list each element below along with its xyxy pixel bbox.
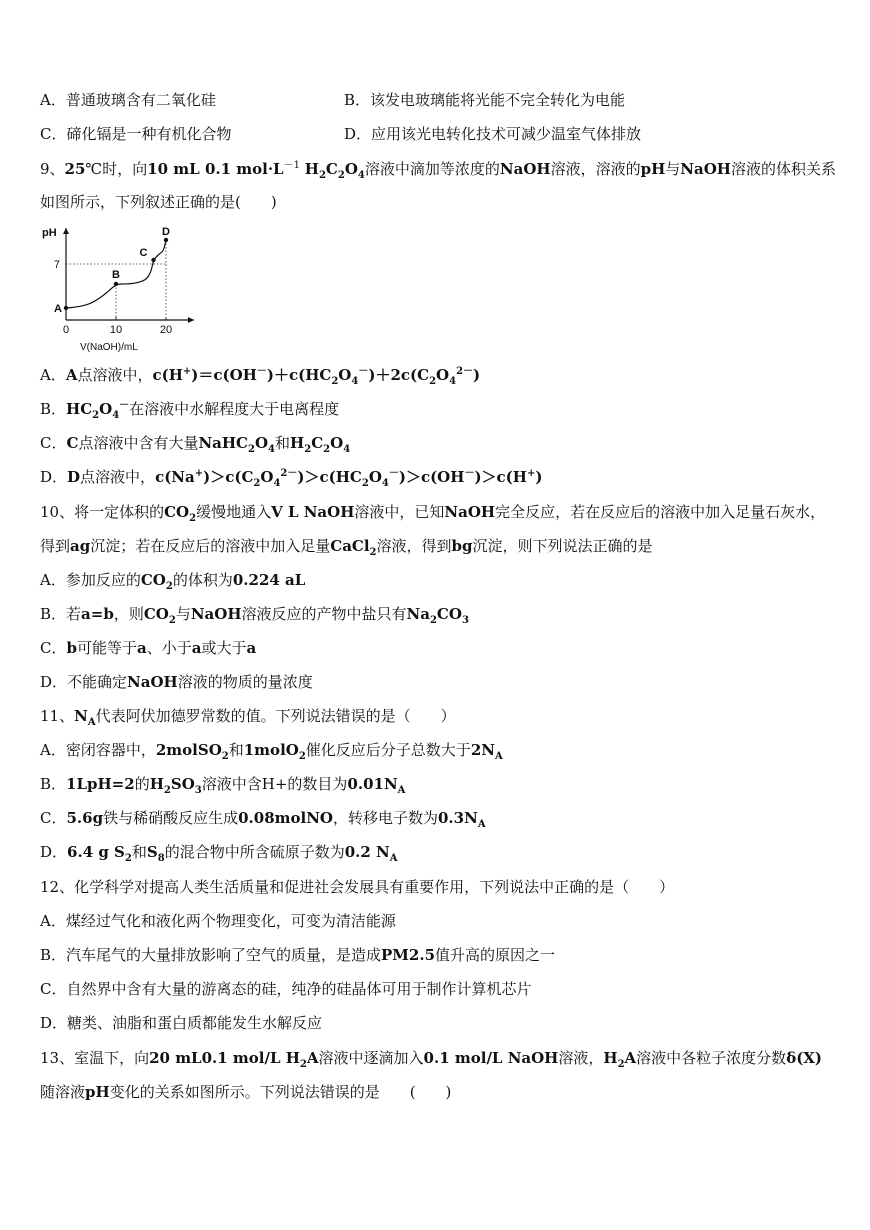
point-B (114, 282, 118, 286)
text: B． (40, 400, 67, 418)
text: pH (85, 1083, 110, 1101)
point-label-B: B (112, 269, 120, 281)
q11-option-d (40, 842, 398, 862)
text: 得到 (40, 537, 71, 555)
q12-stem: 12、化学科学对提高人类生活质量和促进社会发展具有重要作用，下列说法中正确的是（ ） (40, 878, 675, 896)
text: 变化的关系如图所示。下列说法错误的是 ( ) (109, 1083, 452, 1101)
q10-option-c (40, 638, 256, 658)
text: 和 (228, 741, 244, 759)
q9-option-d (40, 467, 542, 487)
q9-option-a (40, 365, 480, 385)
x-axis-label: V(NaOH)/mL (80, 342, 138, 353)
formula: NaOH (499, 160, 551, 178)
formula: $H_2SO_3$ (149, 775, 202, 796)
text: b (66, 639, 77, 657)
q12-option-a: A．煤经过气化和液化两个物理变化，可变为清洁能源 (40, 912, 396, 930)
formula: $Na_2CO_3$ (406, 605, 469, 626)
text: 的数目为 (287, 775, 348, 793)
formula: 0.2 $N_A$ (344, 843, 398, 864)
q11-option-c (40, 808, 486, 828)
text: 点溶液中， (77, 366, 153, 384)
text: 可能等于 (76, 639, 137, 657)
formula: $0.01N_A$ (347, 775, 406, 796)
q10-stem-line2 (40, 536, 653, 556)
q10-stem-line1 (40, 502, 825, 522)
text: A．密闭容器中， (40, 741, 156, 759)
text: B．汽车尾气的大量排放影响了空气的质量，是造成 (40, 946, 382, 964)
text: 5.6g (66, 809, 104, 827)
text: ag (70, 537, 91, 555)
formula: $2N_A$ (470, 741, 503, 762)
q9-ph-chart (40, 224, 200, 356)
text: 随溶液 (40, 1083, 86, 1101)
text: 6.4 g S (67, 843, 125, 861)
text: D． (40, 468, 68, 486)
q12-option-d: D．糖类、油脂和蛋白质都能发生水解反应 (40, 1014, 323, 1032)
text: A (306, 1049, 319, 1067)
q9-number: 9、 (40, 160, 65, 178)
text: 完全反应，若在反应后的溶液中加入足量石灰水， (495, 503, 826, 521)
y-tick-label: 7 (53, 259, 60, 271)
text: a (137, 639, 147, 657)
text: 20 mL0.1 mol/L H (149, 1049, 300, 1067)
text: 溶液，溶液的 (550, 160, 641, 178)
text: NaOH (444, 503, 496, 521)
formula: $c(Na^+)>c(C_2O_4^{2-})>c(HC_2O_4^-)>c(OH^-)>c(H^+)$ (155, 468, 543, 489)
text: 值升高的原因之一 (435, 946, 556, 964)
text: 溶液中，已知 (354, 503, 445, 521)
formula: $CO_2$ (140, 571, 173, 592)
y-axis-arrow (63, 228, 69, 234)
formula: $N_A$ (74, 707, 96, 728)
text: S (146, 843, 158, 861)
text: D．不能确定 (40, 673, 128, 691)
text: 2N (470, 741, 495, 759)
text: 溶液， (558, 1049, 604, 1067)
text: A． (40, 366, 66, 384)
q9-temp: 25 (64, 160, 86, 178)
text: 0.01N (347, 775, 398, 793)
text: 和 (131, 843, 147, 861)
formula: $0.3N_A$ (438, 809, 486, 830)
formula: NaOH (680, 160, 731, 178)
text: 铁与稀硝酸反应生成 (103, 809, 239, 827)
text: a (191, 639, 202, 657)
text: 与 (175, 605, 191, 623)
text: ，则 (113, 605, 144, 623)
text: 催化反应后分子总数大于 (305, 741, 471, 759)
q10-option-b (40, 604, 469, 624)
text: NaOH (190, 605, 242, 623)
text: δ(X) (786, 1049, 823, 1067)
text: 和 (275, 434, 291, 452)
text: 缓慢地通入 (196, 503, 272, 521)
chart-plot-area (42, 226, 194, 353)
formula: 20 mL0.1 mol/L $H_2A$ (149, 1049, 319, 1070)
x-tick-label: 10 (109, 324, 123, 336)
q11-option-b (40, 774, 405, 794)
formula: $CO_2$ (143, 605, 176, 626)
formula: $HC_2O_4^-$ (66, 400, 130, 421)
point-D (164, 238, 168, 242)
text: A．参加反应的 (40, 571, 141, 589)
text: 0.08molNO (238, 809, 333, 827)
text: 0.3N (438, 809, 478, 827)
text: 溶液反应的产物中盐只有 (241, 605, 407, 623)
point-A (64, 306, 68, 310)
x-axis-arrow (188, 317, 194, 323)
text: 点溶液中， (80, 468, 156, 486)
text: 0.224 aL (232, 571, 306, 589)
text: 点溶液中含有大量 (78, 434, 199, 452)
text: 溶液的物质的量浓度 (177, 673, 313, 691)
text: ℃时，向 (85, 160, 148, 178)
q9-option-b (40, 399, 339, 419)
text: ，转移电子数为 (332, 809, 438, 827)
text: 的混合物中所含硫原子数为 (164, 843, 345, 861)
formula: 6.4 g $S_2$ (67, 843, 132, 864)
q9-option-c (40, 433, 350, 453)
text: 的 (134, 775, 150, 793)
formula: $H_2A$ (603, 1049, 637, 1070)
text: 11、 (40, 707, 75, 725)
formula: $CO_2$ (164, 503, 197, 524)
text: 0.1 mol/L NaOH (423, 1049, 559, 1067)
text: D (67, 468, 81, 486)
text: B． (40, 775, 67, 793)
formula: $NaHC_2O_4$ (198, 434, 276, 455)
text: NaOH (127, 673, 178, 691)
y-axis-label: pH (42, 227, 57, 239)
text: a (246, 639, 257, 657)
text: bg (451, 537, 473, 555)
text: 沉淀，则下列说法正确的是 (472, 537, 653, 555)
formula: CaCl$_2$ (330, 537, 377, 558)
q8-option-b: B．该发电玻璃能将光能不完全转化为电能 (344, 91, 626, 109)
q11-option-a (40, 740, 503, 760)
text: PM2.5 (381, 946, 436, 964)
text: a=b (81, 605, 114, 623)
text: 1LpH=2 (66, 775, 135, 793)
point-label-A: A (54, 303, 62, 315)
text: 在溶液中水解程度大于电离程度 (129, 400, 340, 418)
text: B．若 (40, 605, 82, 623)
text: C (66, 434, 79, 452)
sup-minus: －1 (283, 160, 300, 171)
q8-option-d: D．应用该光电转化技术可减少温室气体排放 (344, 125, 642, 143)
text: 沉淀；若在反应后的溶液中加入足量 (90, 537, 331, 555)
text: 的体积为 (172, 571, 233, 589)
text: A (65, 366, 78, 384)
text: C． (40, 639, 67, 657)
q12-option-b (40, 945, 555, 965)
text: H+ (261, 775, 288, 793)
q13-stem-line1 (40, 1048, 822, 1068)
text: 与 (665, 160, 681, 178)
text: 溶液，得到 (376, 537, 452, 555)
text: C． (40, 434, 67, 452)
q12-option-c: C．自然界中含有大量的游离态的硅，纯净的硅晶体可用于制作计算机芯片 (40, 980, 532, 998)
q11-stem (40, 706, 456, 726)
point-label-D: D (162, 226, 170, 238)
q10-option-d (40, 672, 313, 692)
q13-stem-line2 (40, 1082, 451, 1102)
q8-option-a: A．普通玻璃含有二氧化硅 (40, 91, 216, 109)
text: 溶液中滴加等浓度的 (364, 160, 500, 178)
text: 13、室温下，向 (40, 1049, 150, 1067)
text: 10、将一定体积的 (40, 503, 165, 521)
point-C (151, 258, 155, 262)
text: 0.2 N (344, 843, 390, 861)
x-tick-label: 0 (62, 324, 70, 336)
text: A (624, 1049, 637, 1067)
text: 1molO (243, 741, 299, 759)
formula: $S_8$ (146, 843, 165, 864)
q10-option-a (40, 570, 305, 590)
text: 、小于 (146, 639, 192, 657)
formula: $H_2C_2O_4$ (290, 434, 351, 455)
formula: 2molSO$_2$ (155, 741, 229, 762)
text: 溶液中含 (201, 775, 262, 793)
text: D． (40, 843, 68, 861)
point-label-C: C (139, 247, 148, 259)
q9-stem-line2: 如图所示，下列叙述正确的是( ) (40, 193, 277, 211)
formula-h2c2o4: $H_2C_2O_4$ (304, 160, 365, 181)
q9-volume: 10 mL 0.1 mol·L (147, 160, 284, 178)
text: 溶液中各粒子浓度分数 (636, 1049, 787, 1067)
text: V L NaOH (271, 503, 355, 521)
text: H (603, 1049, 618, 1067)
text: 或大于 (201, 639, 247, 657)
formula: pH (640, 160, 666, 178)
formula: 1molO$_2$ (243, 741, 306, 762)
q8-option-c: C．碲化镉是一种有机化合物 (40, 125, 232, 143)
x-tick-label: 20 (159, 324, 173, 336)
q9-stem-line1 (40, 159, 836, 179)
formula: $c(H^+)=c(OH^-)+c(HC_2O_4^-)+2c(C_2O_4^{2-})$ (152, 366, 481, 387)
text: 2molSO (155, 741, 222, 759)
text: C． (40, 809, 67, 827)
text: 代表阿伏加德罗常数的值。下列说法错误的是（ ） (95, 707, 456, 725)
text: 溶液的体积关系 (730, 160, 836, 178)
text: 溶液中逐滴加入 (318, 1049, 424, 1067)
